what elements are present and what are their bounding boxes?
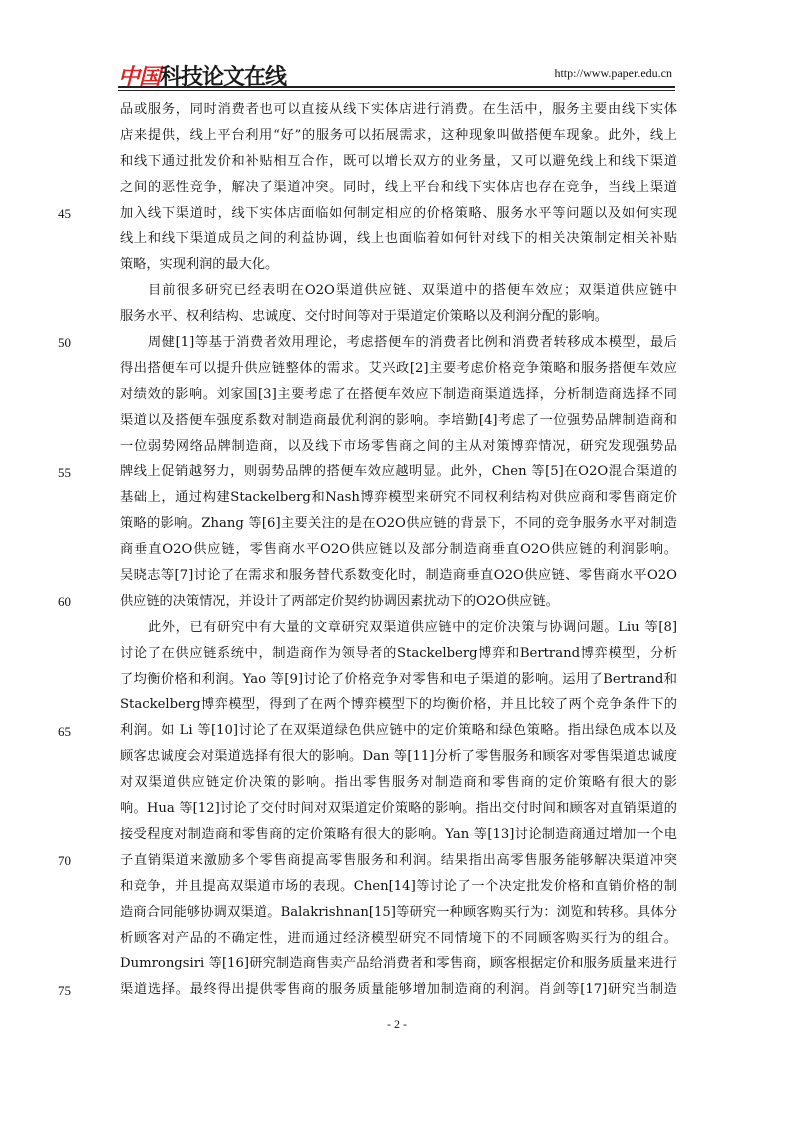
text-line: 造商合同能够协调双渠道。Balakrishnan[15]等研究一种顾客购买行为：浏览和转移。具体分 [120,904,677,920]
text-line: 店来提供，线上平台利用“好”的服务可以拓展需求，这种现象叫做搭便车现象。此外，线上 [120,127,677,143]
journal-logo [118,60,287,90]
text-line: 一位弱势网络品牌制造商，以及线下市场零售商之间的主从对策博弈情况，研究发现强势品 [120,438,677,454]
logo-dark-part: 科技论文在线 [160,65,287,90]
text-line: 和线下通过批发价和补贴相互合作，既可以增长双方的业务量，又可以避免线上和线下渠道 [120,153,677,169]
text-line: 对绩效的影响。刘家国[3]主要考虑了在搭便车效应下制造商渠道选择，分析制造商选择不同 [120,386,677,402]
text-line: 和竞争，并且提高双渠道市场的表现。Chen[14]等讨论了一个决定批发价格和直销价格的制 [120,878,677,894]
text-line: 基础上，通过构建Stackelberg和Nash博弈模型来研究不同权利结构对供应商和零售商定价 [120,490,677,506]
page-number: - 2 - [387,1017,407,1031]
text-line: 对双渠道供应链定价决策的影响。指出零售服务对制造商和零售商的定价策略有很大的影 [120,775,677,791]
text-line: 商垂直O2O供应链，零售商水平O2O供应链以及部分制造商垂直O2O供应链的利润影响。 [120,542,677,558]
line-number: 70 [58,853,71,869]
text-line: 渠道选择。最终得出提供零售商的服务质量能够增加制造商的利润。肖剑等[17]研究当制造 [120,982,677,998]
text-line: 周健[1]等基于消费者效用理论，考虑搭便车的消费者比例和消费者转移成本模型，最后 [148,335,677,351]
line-number: 60 [58,594,71,610]
text-line: 了均衡价格和利润。Yao 等[9]讨论了价格竞争对零售和电子渠道的影响。运用了Bertrand和 [120,671,677,687]
text-line: 之间的恶性竞争，解决了渠道冲突。同时，线上平台和线下实体店也存在竞争，当线上渠道 [120,179,677,195]
text-line: 得出搭便车可以提升供应链整体的需求。艾兴政[2]主要考虑价格竞争策略和服务搭便车效应 [120,360,677,376]
text-line: 响。Hua 等[12]讨论了交付时间对双渠道定价策略的影响。指出交付时间和顾客对直销渠道的 [120,801,677,817]
text-line: 渠道以及搭便车强度系数对制造商最优利润的影响。李培勤[4]考虑了一位强势品牌制造商和 [120,412,677,428]
text-line: 牌线上促销越努力，则弱势品牌的搭便车效应越明显。此外，Chen 等[5]在O2O混合渠道的 [120,464,677,480]
text-line: 利润。如 Li 等[10]讨论了在双渠道绿色供应链中的定价策略和绿色策略。指出绿色成本以及 [120,723,677,739]
line-number: 55 [58,464,71,480]
text-line: Stackelberg博弈模型，得到了在两个博弈模型下的均衡价格，并且比较了两个竞争条件下的 [120,697,677,713]
line-number: 75 [58,982,71,998]
text-line: 策略的影响。Zhang 等[6]主要关注的是在O2O供应链的背景下，不同的竞争服务水平对制造 [120,516,677,532]
text-line: 线上和线下渠道成员之间的利益协调，线上也面临着如何针对线下的相关决策制定相关补贴 [120,231,677,247]
text-line: 接受程度对制造商和零售商的定价策略有很大的影响。Yan 等[13]讨论制造商通过增加一个电 [120,826,677,842]
logo-red-part: 中国 [118,65,161,90]
line-number: 50 [58,335,71,351]
text-line: 此外，已有研究中有大量的文章研究双渠道供应链中的定价决策与协调问题。Liu 等[8] [148,619,677,635]
text-line: 品或服务，同时消费者也可以直接从线下实体店进行消费。在生活中，服务主要由线下实体 [120,102,677,117]
header-url[interactable]: http://www.paper.edu.cn [554,66,672,80]
text-line: 策略，实现利润的最大化。 [120,257,279,273]
text-line: 供应链的决策情况，并设计了两部定价契约协调因素扰动下的O2O供应链。 [120,593,559,609]
text-line: 加入线下渠道时，线下实体店面临如何制定相应的价格策略、服务水平等问题以及如何实现 [120,205,677,221]
text-line: 讨论了在供应链系统中，制造商作为领导者的Stackelberg博弈和Bertrand博弈模型，分析 [120,645,677,661]
text-line: 析顾客对产品的不确定性，进而通过经济模型研究不同情境下的不同顾客购买行为的组合。 [120,930,677,946]
line-number: 45 [58,205,71,221]
text-line: 子直销渠道来激励多个零售商提高零售服务和利润。结果指出高零售服务能够解决渠道冲突 [120,852,677,868]
body-text [120,97,677,1003]
text-line: Dumrongsiri 等[16]研究制造商售卖产品给消费者和零售商，顾客根据定价和服务质量来进行 [120,956,677,972]
line-number: 65 [58,723,71,739]
text-line: 服务水平、权利结构、忠诚度、交付时间等对于渠道定价策略以及利润分配的影响。 [120,309,608,325]
text-line: 吴晓志等[7]讨论了在需求和服务替代系数变化时，制造商垂直O2O供应链、零售商水平O2O [120,568,677,584]
header-rule [118,86,675,91]
text-line: 目前很多研究已经表明在O2O渠道供应链、双渠道中的搭便车效应；双渠道供应链中 [148,283,677,299]
text-line: 顾客忠诚度会对渠道选择有很大的影响。Dan 等[11]分析了零售服务和顾客对零售渠道忠诚度 [120,749,677,765]
